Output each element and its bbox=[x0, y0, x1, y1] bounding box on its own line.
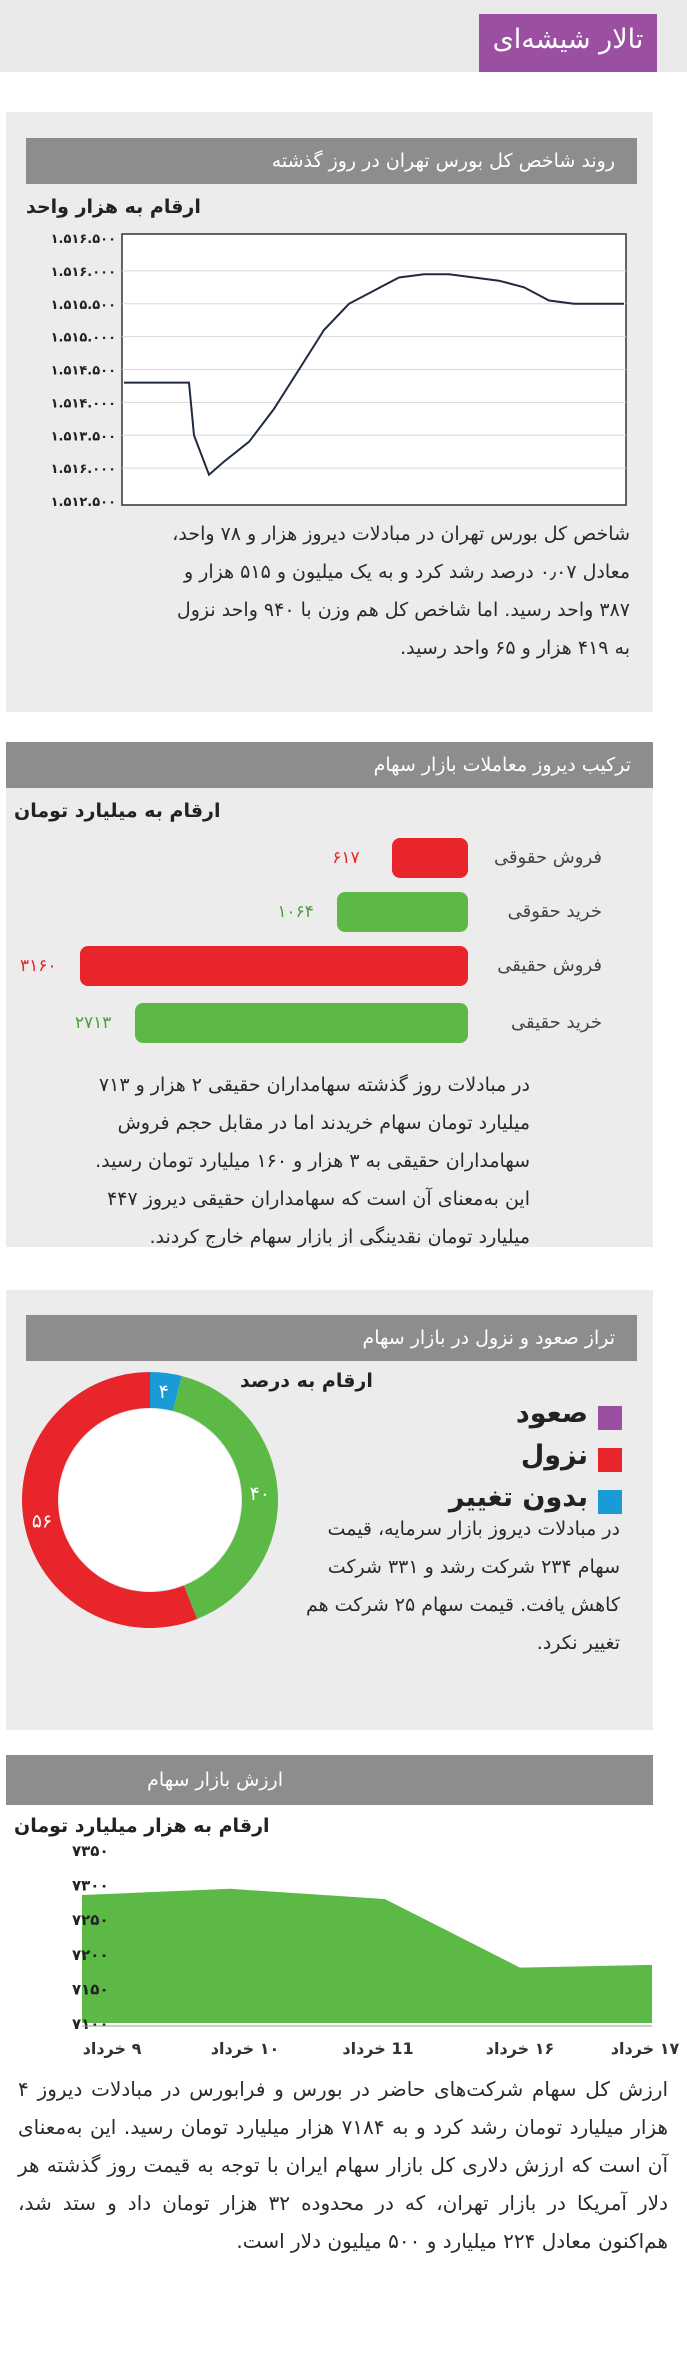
y-tick-label: ۷۲۵۰ bbox=[72, 1911, 109, 1930]
bar-value-label: ۱۰۶۴ bbox=[277, 902, 314, 922]
marketcap-paragraph: ارزش کل سهام شرکت‌های حاضر در بورس و فرابورس در مبادلات دیروز ۴ هزار میلیارد تومان رشد کرد و به ۷۱۸۴ هزار میلیارد تومان رسید. این به‌معنای آن است که ارزش دلاری کل بازار سهام ایران با توجه به قیمت روز گذشته هر دلار آمریکا در بازار تهران، که در محدوده ۳۲ هزار تومان داد و ستد شد، هم‌اکنون معادل ۲۲۴ میلیارد و ۵۰۰ میلیون دلار است. bbox=[18, 2077, 669, 2253]
y-tick-label: ۷۱۵۰ bbox=[72, 1980, 109, 1999]
balance-donut-chart bbox=[20, 1370, 280, 1630]
index-paragraph: شاخص کل بورس تهران در مبادلات دیروز هزار و ۷۸ واحد، معادل ۰٫۰۷ درصد رشد کرد و به یک میلیون و ۵۱۵ هزار و ۳۸۷ واحد رسید. اما شاخص کل هم وزن با ۹۴۰ واحد نزول به ۴۱۹ هزار و ۶۵ واحد رسید. bbox=[172, 523, 630, 659]
y-tick-label: ۱.۵۱۶.۰۰۰ bbox=[50, 462, 116, 478]
bar-value-label: ۶۱۷ bbox=[332, 848, 360, 868]
y-tick-label: ۷۳۵۰ bbox=[72, 1842, 109, 1860]
x-tick-label: ۱۶ خرداد bbox=[485, 2039, 555, 2058]
legend-swatch bbox=[598, 1406, 622, 1430]
y-tick-label: ۱.۵۱۶.۰۰۰ bbox=[50, 264, 116, 280]
balance-unit-label: ارقام به درصد bbox=[240, 1370, 373, 1392]
index-line-chart bbox=[26, 222, 637, 512]
x-tick-label: 11 خرداد bbox=[342, 2039, 414, 2058]
marketcap-section-title: ارزش بازار سهام bbox=[6, 1755, 653, 1805]
bar-category-label: فروش حقوقی bbox=[493, 847, 602, 868]
bar-4 bbox=[135, 1003, 468, 1043]
balance-section-title: تراز صعود و نزول در بازار سهام bbox=[26, 1315, 637, 1361]
marketcap-area-chart bbox=[0, 1840, 687, 2065]
y-tick-label: ۷۲۰۰ bbox=[72, 1945, 109, 1964]
y-tick-label: ۱.۵۱۵.۵۰۰ bbox=[50, 297, 116, 313]
header-title: تالار شیشه‌ای bbox=[492, 24, 644, 55]
bar-category-label: خرید حقوقی bbox=[507, 901, 602, 922]
y-tick-label: ۷۳۰۰ bbox=[72, 1876, 109, 1895]
bar-3 bbox=[80, 946, 468, 986]
y-tick-label: ۱.۵۱۵.۰۰۰ bbox=[50, 330, 116, 346]
donut-value-label: ۵۶ bbox=[31, 1510, 53, 1533]
bar-value-label: ۲۷۱۳ bbox=[74, 1013, 112, 1033]
bar-category-label: خرید حقیقی bbox=[510, 1012, 602, 1033]
balance-paragraph: در مبادلات دیروز بازار سرمایه، قیمت سهام ۲۳۴ شرکت رشد و ۳۳۱ شرکت کاهش یافت. قیمت سهام ۲۵ شرکت هم تغییر نکرد. bbox=[305, 1518, 620, 1654]
donut-hole bbox=[59, 1409, 241, 1591]
legend-label: نزول bbox=[520, 1440, 588, 1471]
marketcap-unit-label: ارقام به هزار میلیارد تومان bbox=[14, 1815, 270, 1837]
y-tick-label: ۱.۵۱۴.۰۰۰ bbox=[50, 396, 116, 412]
x-tick-label: ۱۰ خرداد bbox=[210, 2039, 280, 2058]
index-section-title: روند شاخص کل بورس تهران در روز گذشته bbox=[26, 138, 637, 184]
x-tick-label: ۱۷ خرداد bbox=[610, 2039, 680, 2058]
donut-value-label: ۴۰ bbox=[249, 1483, 270, 1506]
x-tick-label: ۹ خرداد bbox=[82, 2039, 142, 2058]
donut-value-label: ۴ bbox=[158, 1380, 169, 1403]
bar-1 bbox=[392, 838, 468, 878]
index-unit-label: ارقام به هزار واحد bbox=[26, 196, 201, 218]
legend-label: بدون تغییر bbox=[448, 1482, 588, 1513]
trades-section-title: ترکیب دیروز معاملات بازار سهام bbox=[6, 742, 653, 788]
header-title-tag bbox=[479, 14, 657, 72]
bar-category-label: فروش حقیقی bbox=[497, 955, 602, 976]
marketcap-area bbox=[82, 1889, 652, 2023]
legend-swatch bbox=[598, 1448, 622, 1472]
y-tick-label: ۱.۵۱۲.۵۰۰ bbox=[50, 495, 116, 510]
y-tick-label: ۱.۵۱۴.۵۰۰ bbox=[50, 363, 116, 379]
y-tick-label: ۱.۵۱۳.۵۰۰ bbox=[50, 429, 116, 445]
legend-label: صعود bbox=[515, 1398, 588, 1429]
trades-paragraph: در مبادلات روز گذشته سهامداران حقیقی ۲ هزار و ۷۱۳ میلیارد تومان سهام خریدند اما در مقابل حجم فروش سهامداران حقیقی به ۳ هزار و ۱۶۰ میلیارد تومان رسید. این به‌معنای آن است که سهامداران حقیقی دیروز ۴۴۷ میلیارد تومان نقدینگی از بازار سهام خارج کردند. bbox=[95, 1074, 530, 1248]
y-tick-label: ۱.۵۱۶.۵۰۰ bbox=[50, 232, 116, 247]
bar-value-label: ۳۱۶۰ bbox=[20, 956, 57, 976]
y-tick-label: ۷۱۰۰ bbox=[72, 2015, 109, 2033]
bar-2 bbox=[337, 892, 468, 932]
trades-unit-label: ارقام به میلیارد تومان bbox=[14, 800, 221, 822]
